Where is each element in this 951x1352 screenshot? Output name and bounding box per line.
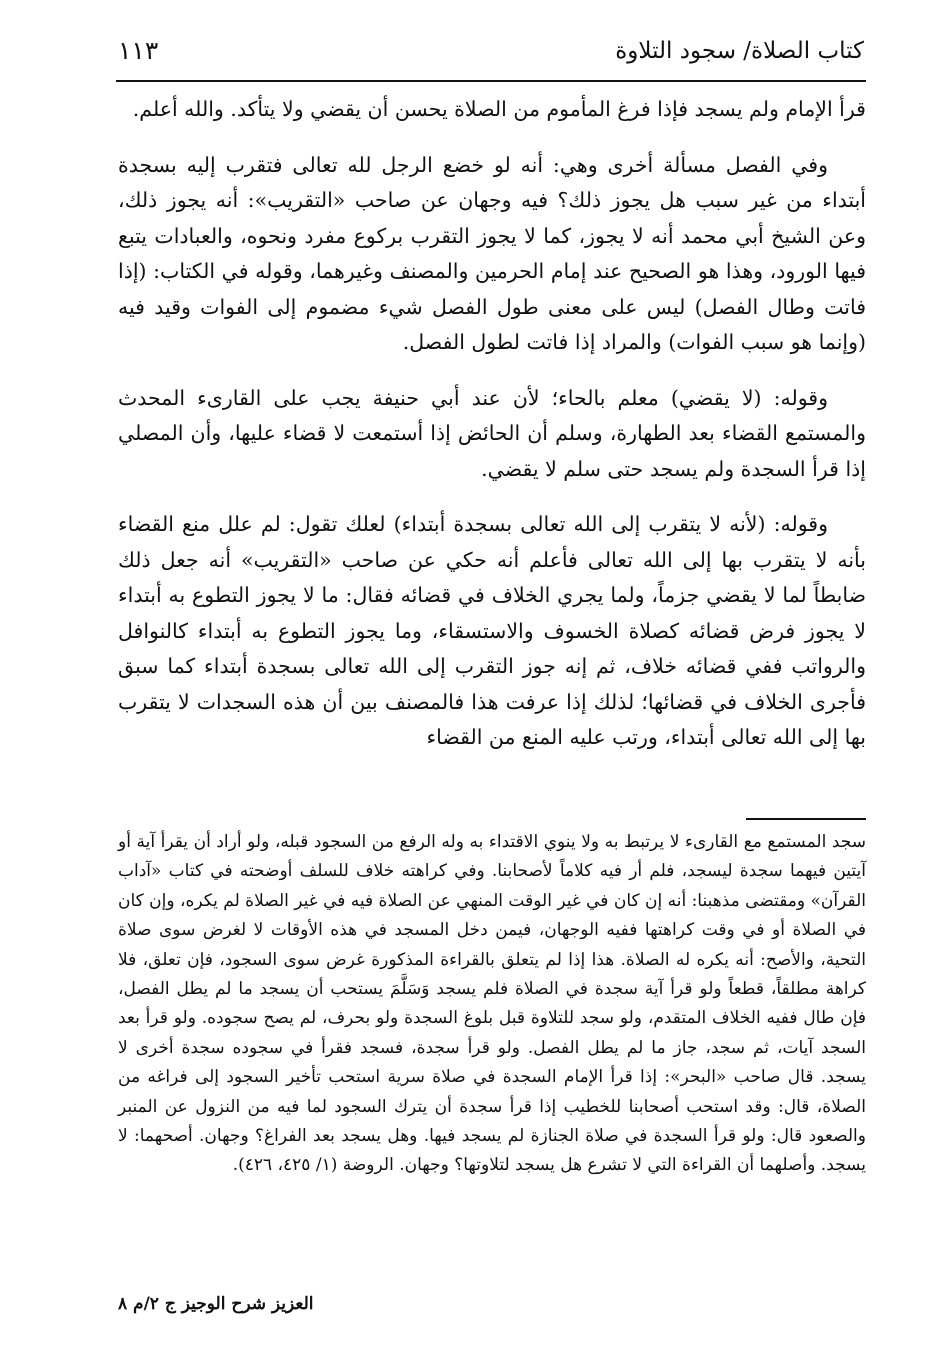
footnote-rule	[746, 818, 866, 820]
signature-mark: العزيز شرح الوجيز ج ٢/م ٨	[118, 1294, 314, 1314]
paragraph-4: وقوله: (لأنه لا يتقرب إلى الله تعالى بسجدة أبتداء) لعلك تقول: لم علل منع القضاء بأنه لا يتقرب بها إلى الله تعالى فأعلم أنه حكي عن صاحب «التقريب» أنه جعل ذلك ضابطاً لما لا يقضي جزماً، ولما يجري الخلاف في قضائه فقال: ما لا يجوز التطوع به أبتداء لا يجوز فرض قضائه كصلاة الخسوف والاستسقاء، وما يجوز التطوع به أبتداء كالنوافل والرواتب ففي قضائه خلاف، ثم إنه جوز التقرب إلى الله تعالى بسجدة أبتداء كما سبق فأجرى الخلاف في قضائها؛ لذلك إذا عرفت هذا فالمصنف بين أن هذه السجدات لا يتقرب بها إلى الله تعالى أبتداء، ورتب عليه المنع من القضاء	[118, 512, 866, 749]
paragraph-3: وقوله: (لا يقضي) معلم بالحاء؛ لأن عند أبي حنيفة يجب على القارىء المحدث والمستمع القضاء بعد الطهارة، وسلم أن الحائض إذا أستمعت لا قضاء عليها، وأن المصلي إذا قرأ السجدة ولم يسجد حتى سلم لا يقضي.	[118, 385, 866, 481]
main-text	[118, 92, 866, 776]
paragraph-2: وفي الفصل مسألة أخرى وهي: أنه لو خضع الرجل لله تعالى فتقرب إليه بسجدة أبتداء من غير سبب هل يجوز ذلك؟ فيه وجهان عن صاحب «التقريب»: أنه يجوز ذلك، وعن الشيخ أبي محمد أنه لا يجوز، كما لا يجوز التقرب بركوع مفرد ونحوه، والعبادات يتبع فيها الورود، وهذا هو الصحيح عند إمام الحرمين والمصنف وغيرهما، وقوله في الكتاب: (إذا فاتت وطال الفصل) ليس على معنى طول الفصل شيء مضموم إلى الفوات وقيد فيه (وإنما هو سبب الفوات) والمراد إذا فاتت لطول الفصل.	[118, 152, 866, 354]
footnote	[118, 828, 866, 1181]
running-header	[118, 36, 864, 76]
paragraph-1: قرأ الإمام ولم يسجد فإذا فرغ المأموم من الصلاة يحسن أن يقضي ولا يتأكد. والله أعلم.	[132, 97, 866, 121]
footnote-paragraph: سجد المستمع مع القارىء لا يرتبط به ولا ينوي الاقتداء به وله الرفع من السجود قبله، ولو أراد أن يقرأ آية أو آيتين فيهما سجدة ليسجد، فلم أر فيه كلاماً لأصحابنا. وفي كراهته خلاف للسلف أوضحته في كتاب «آداب القرآن» ومقتضى مذهبنا: أنه إن كان في غير الوقت المنهي عن الصلاة فيه في غير الصلاة لم يكره، وإن كان في الصلاة أو في وقت كراهتها ففيه الوجهان، فيمن دخل المسجد في هذه الأوقات لا لغرض سوى صلاة التحية، والأصح: أنه يكره له الصلاة. هذا إذا لم يتعلق بالقراءة المذكورة غرض سوى السجود، فإن تعلق، فلا كراهة مطلقاً، قطعاً ولو قرأ آية سجدة في الصلاة فلم يسجد وَسَلَّمَ يستحب أن يسجد ما لم يطل الفصل، فإن طال ففيه الخلاف المتقدم، ولو سجد للتلاوة قبل بلوغ السجدة ولو بحرف، لم يصح سجوده. ولو قرأ بعد السجد آيات، ثم سجد، جاز ما لم يطل الفصل. ولو قرأ سجدة، فسجد فقرأ في سجوده سجدة أخرى لا يسجد. قال صاحب «البحر»: إذا قرأ الإمام السجدة في صلاة سرية استحب تأخير السجود إلى فراغه من الصلاة، قال: وقد استحب أصحابنا للخطيب إذا قرأ سجدة أن يترك السجود لما فيه من النزول عن المنبر والصعود قال: ولو قرأ السجدة في صلاة الجنازة لم يسجد فيها. وهل يسجد بعد الفراغ؟ وجهان. أصحهما: لا يسجد. وأصلهما أن القراءة التي لا تشرع هل يسجد لتلاوتها؟ وجهان. الروضة (١/ ٤٢٥، ٤٢٦).	[118, 832, 866, 1176]
page-number: ١١٣	[118, 36, 159, 65]
header-rule	[116, 80, 866, 82]
running-title: كتاب الصلاة/ سجود التلاوة	[615, 38, 864, 64]
